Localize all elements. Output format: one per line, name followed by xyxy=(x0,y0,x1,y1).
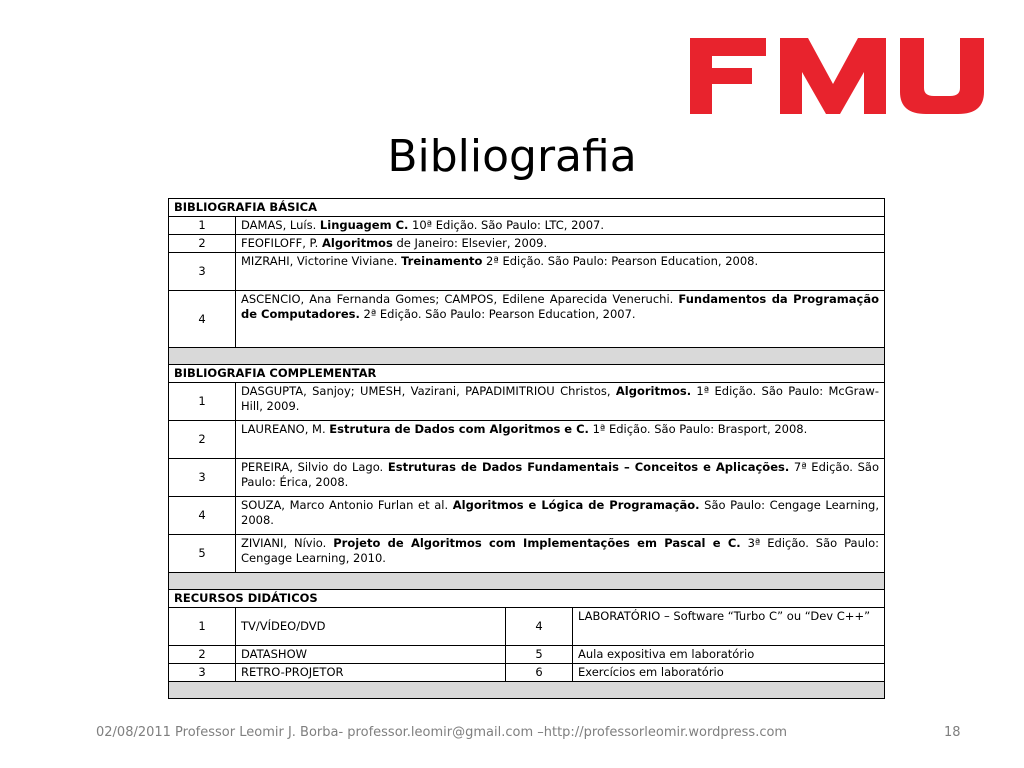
separator-row xyxy=(169,682,885,699)
row-number: 3 xyxy=(169,253,236,291)
resource-number: 5 xyxy=(506,646,573,664)
slide-title: Bibliografia xyxy=(387,131,637,182)
reference-cell: FEOFILOFF, P. Algoritmos de Janeiro: Elsevier, 2009. xyxy=(236,235,885,253)
reference-cell: SOUZA, Marco Antonio Furlan et al. Algoritmos e Lógica de Programação. São Paulo: Cengage Learning, 2008. xyxy=(236,497,885,535)
table-row xyxy=(169,253,885,291)
separator-row xyxy=(169,573,885,590)
separator-row xyxy=(169,348,885,365)
section-header-row xyxy=(169,199,885,217)
table-row xyxy=(169,608,885,646)
table-row xyxy=(169,459,885,497)
row-number: 3 xyxy=(169,459,236,497)
reference-cell: LAUREANO, M. Estrutura de Dados com Algoritmos e C. 1ª Edição. São Paulo: Brasport, 2008. xyxy=(236,421,885,459)
resource-item: RETRO-PROJETOR xyxy=(236,664,506,682)
resource-number: 6 xyxy=(506,664,573,682)
table-row xyxy=(169,217,885,235)
resource-item: DATASHOW xyxy=(236,646,506,664)
resource-item: LABORATÓRIO – Software “Turbo C” ou “Dev C++” xyxy=(573,608,885,646)
row-number: 2 xyxy=(169,421,236,459)
fmu-logo xyxy=(688,36,986,116)
resource-item: Exercícios em laboratório xyxy=(573,664,885,682)
resource-number: 1 xyxy=(169,608,236,646)
resource-item: TV/VÍDEO/DVD xyxy=(236,608,506,646)
slide-footer: 02/08/2011 Professor Leomir J. Borba- professor.leomir@gmail.com –http://professorleomir.wordpress.com xyxy=(96,725,788,740)
table-row xyxy=(169,497,885,535)
row-number: 5 xyxy=(169,535,236,573)
section-header-row xyxy=(169,365,885,383)
row-number: 2 xyxy=(169,235,236,253)
reference-cell: MIZRAHI, Victorine Viviane. Treinamento 2ª Edição. São Paulo: Pearson Education, 2008. xyxy=(236,253,885,291)
page-number: 18 xyxy=(944,725,961,740)
reference-cell: ASCENCIO, Ana Fernanda Gomes; CAMPOS, Edilene Aparecida Veneruchi. Fundamentos da Programação de Computadores. 2ª Edição. São Paulo: Pearson Education, 2007. xyxy=(236,291,885,348)
resource-item: Aula expositiva em laboratório xyxy=(573,646,885,664)
separator-cell xyxy=(169,682,885,699)
section-header-complementar: BIBLIOGRAFIA COMPLEMENTAR xyxy=(169,365,885,383)
reference-cell: ZIVIANI, Nívio. Projeto de Algoritmos com Implementações em Pascal e C. 3ª Edição. São Paulo: Cengage Learning, 2010. xyxy=(236,535,885,573)
row-number: 4 xyxy=(169,291,236,348)
reference-cell: PEREIRA, Silvio do Lago. Estruturas de Dados Fundamentais – Conceitos e Aplicações. 7ª Edição. São Paulo: Érica, 2008. xyxy=(236,459,885,497)
resource-number: 3 xyxy=(169,664,236,682)
row-number: 4 xyxy=(169,497,236,535)
table-row xyxy=(169,383,885,421)
reference-cell: DASGUPTA, Sanjoy; UMESH, Vazirani, PAPADIMITRIOU Christos, Algoritmos. 1ª Edição. São Paulo: McGraw-Hill, 2009. xyxy=(236,383,885,421)
table-row xyxy=(169,235,885,253)
table-row xyxy=(169,664,885,682)
separator-cell xyxy=(169,573,885,590)
table-row xyxy=(169,646,885,664)
bibliography-table xyxy=(168,198,885,699)
table-row xyxy=(169,535,885,573)
table-row xyxy=(169,291,885,348)
resource-number: 4 xyxy=(506,608,573,646)
resource-number: 2 xyxy=(169,646,236,664)
reference-cell: DAMAS, Luís. Linguagem C. 10ª Edição. São Paulo: LTC, 2007. xyxy=(236,217,885,235)
separator-cell xyxy=(169,348,885,365)
row-number: 1 xyxy=(169,383,236,421)
row-number: 1 xyxy=(169,217,236,235)
section-header-row xyxy=(169,590,885,608)
section-header-basica: BIBLIOGRAFIA BÁSICA xyxy=(169,199,885,217)
table-row xyxy=(169,421,885,459)
section-header-recursos: RECURSOS DIDÁTICOS xyxy=(169,590,885,608)
